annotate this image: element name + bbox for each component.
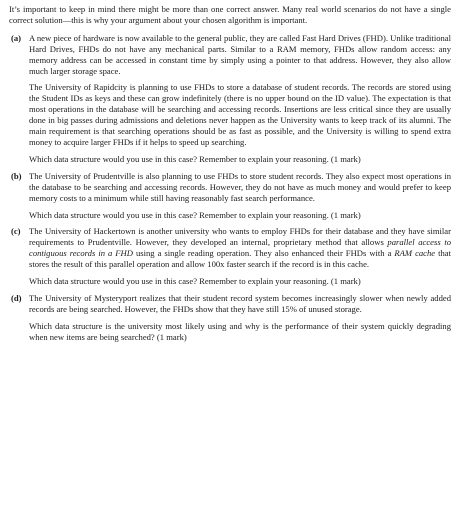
- question-label: (a): [11, 32, 22, 43]
- intro-paragraph: It’s important to keep in mind there might be more than one correct answer. Many real world scenarios do not have a single correct solution—this is why your argument about your chosen algorithm is important.: [9, 4, 451, 25]
- question-body: [29, 33, 451, 165]
- emphasis-text: RAM cache: [394, 248, 436, 259]
- question-prompt: Which data structure would you use in this case? Remember to explain your reasoning. (1 mark): [29, 276, 361, 287]
- question-body: [29, 171, 451, 221]
- question-label: (b): [11, 170, 22, 181]
- text-run: using a single reading operation. They also enhanced their FHDs with a: [132, 248, 395, 259]
- question-d: [9, 293, 451, 343]
- question-body: [29, 226, 451, 287]
- question-body: [29, 293, 451, 343]
- question-label: (c): [11, 226, 21, 237]
- question-b: [9, 171, 451, 221]
- question-paragraph: [29, 226, 451, 270]
- question-paragraph: The University of Rapidcity is planning to use FHDs to store a database of student records. The records are stored using the Student IDs as keys and these can grow indefinitely (there is no upper bound on the ID value). The expectation is that most operations in the database will be searching and accessing records. Insertions are less critical since they are usually done in big passes during admissions and deletions never happen as the University wants to keep track of its alumni. The main requirement is that searching operations should be as fast as possible, and the University is willing to spend extra money to acquire larger FHDs if it helps to speed up searching.: [29, 82, 451, 147]
- question-a: [9, 33, 451, 165]
- question-paragraph: A new piece of hardware is now available to the general public, they are called Fast Hard Drives (FHD). Unlike traditional Hard Drives, FHDs do not have any mechanical parts. Similar to a RAM memory, FHDs allow random access: any memory address can be accessed in constant time by simply using a pointer to that address. However, they also allow much larger storage space.: [29, 32, 451, 76]
- question-prompt: Which data structure is the university most likely using and why is the performance of their system quickly degrading when new items are being searched? (1 mark): [29, 320, 451, 342]
- text-run: The University of Hackertown is another university who wants to employ FHDs for their database and they have similar requirements to Prudentville. However, they developed an internal, proprietary method that allows: [29, 226, 451, 248]
- question-paragraph: The University of Mysteryport realizes that their student record system becomes increasingly slower when newly added records are being searched. However, the FHDs show that they have still 15% of unused storage.: [29, 292, 451, 314]
- question-label: (d): [11, 292, 22, 303]
- question-prompt: Which data structure would you use in this case? Remember to explain your reasoning. (1 mark): [29, 209, 361, 220]
- question-paragraph: The University of Prudentville is also planning to use FHDs to store student records. They also expect most operations in the database to be searching and accessing records. However, they do not have as much money and would prefer to keep memory costs to a minimum while still having reasonably fast search performance.: [29, 170, 451, 203]
- question-prompt: Which data structure would you use in this case? Remember to explain your reasoning. (1 mark): [29, 153, 361, 164]
- question-c: [9, 226, 451, 287]
- text-run: that stores the result of this parallel operation and allow 100x faster search if the record is in this cache.: [29, 248, 452, 270]
- emphasis-text: parallel access to contiguous records in a FHD: [29, 237, 451, 259]
